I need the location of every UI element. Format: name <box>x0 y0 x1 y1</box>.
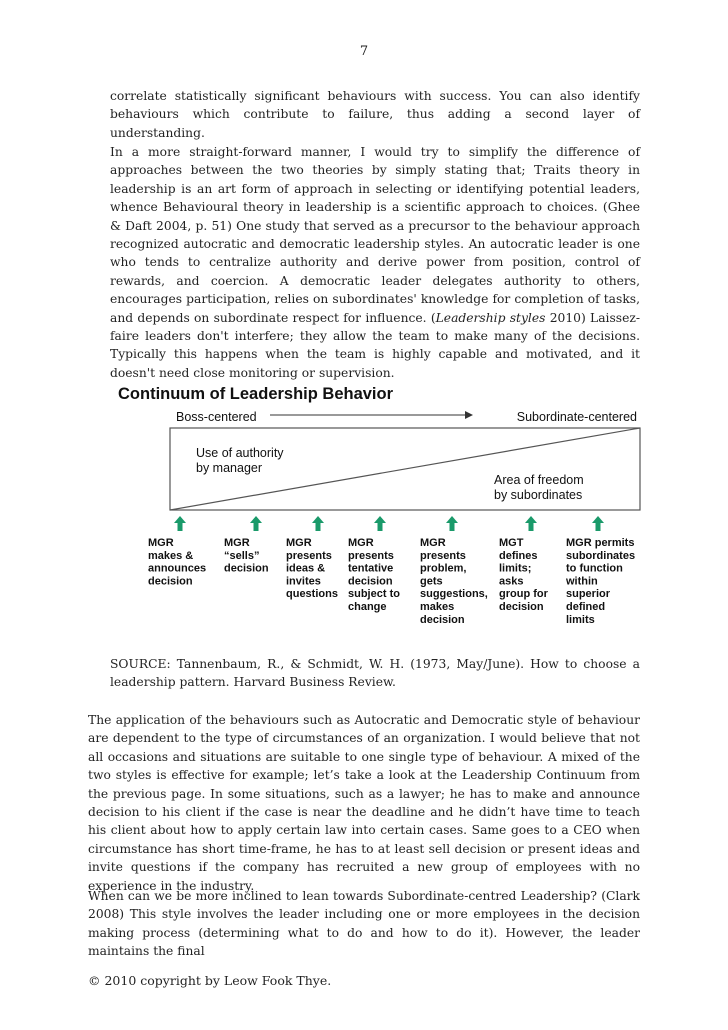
step-label-line: defined <box>566 601 606 613</box>
step-label-line: MGR <box>224 537 250 549</box>
step-label-line: subject to <box>348 588 400 601</box>
paragraph-theories-text-a: In a more straight-forward manner, I would try to simplify the difference of approaches between the two theories by simply stating that; Traits theory in leadership is an art form of approach in selecting or identifying potential leaders, whence Behavioural theory in leadership is a scientific approach to choices. (Ghee & Daft 2004, p. 51) One study that served as a precursor to the behaviour approach recognized autocratic and democratic leadership styles. An autocratic leader is one who tends to centralize authority and derive power from position, control of rewards, and coercion. A democratic leader delegates authority to others, encourages participation, relies on subordinates' knowledge for completion of tasks, and depends on subordinate respect for influence. ( <box>110 145 640 325</box>
step-label-line: superior <box>566 588 611 601</box>
step-label-line: limits <box>566 613 595 626</box>
paragraph-application: The application of the behaviours such as Autocratic and Democratic style of behaviour are dependent to the type of circumstances of an organization. I would believe that not all occasions and situations are suitable to one single type of behaviour. A mixed of the two styles is effective for example; let’s take a look at the Leadership Continuum from the previous page. In some situations, such as a lawyer; he has to make and announce decision to his client if the case is near the deadline and he didn’t have time to teach his client about how to apply certain law into certain cases. Same goes to a CEO when circumstance has short time-frame, he has to at least sell decision or present ideas and invite questions if the company has recruited a new group of employees with no experience in the industry. <box>88 713 640 893</box>
subordinate-centered-label: Subordinate-centered <box>516 410 637 424</box>
paragraph-continuation: correlate statistically significant behaviours with success. You can also identify behaviours which contribute to failure, thus adding a second layer of understanding. <box>110 89 640 140</box>
step-arrow-icon <box>525 516 537 531</box>
step-label-line: change <box>348 601 387 613</box>
step-label-line: decision <box>420 613 465 626</box>
step-label-line: MGR <box>348 537 374 549</box>
step-arrow-icon <box>592 516 604 531</box>
step-label-line: subordinates <box>566 549 636 562</box>
authority-label-line2: by manager <box>196 461 263 475</box>
step-label-line: ideas & <box>286 562 326 575</box>
boss-centered-label: Boss-centered <box>176 410 257 424</box>
freedom-label-line1: Area of freedom <box>494 473 584 487</box>
behavior-steps <box>148 516 635 626</box>
paragraph-theories <box>110 143 640 382</box>
copyright-footer: © 2010 copyright by Leow Fook Thye. <box>88 973 332 988</box>
step-label-line: makes & <box>148 549 194 562</box>
step-label-line: to function <box>566 562 623 575</box>
step-label-line: gets <box>420 575 443 588</box>
step-label-line: group for <box>499 588 548 601</box>
step-label-line: defines <box>499 549 538 562</box>
step-label-line: MGT <box>499 537 524 549</box>
diagram-title: Continuum of Leadership Behavior <box>118 385 394 403</box>
step-label-line: invites <box>286 575 321 588</box>
step-label-line: decision <box>499 601 544 613</box>
step-label-line: decision <box>224 562 269 575</box>
step-label-line: asks <box>499 575 524 588</box>
freedom-label-line2: by subordinates <box>494 488 583 502</box>
step-label-line: within <box>566 575 598 588</box>
step-label-line: MGR <box>148 537 174 549</box>
step-label-line: MGR permits <box>566 537 635 549</box>
step-label-line: tentative <box>348 562 394 575</box>
paragraph-subordinate: When can we be more inclined to lean towards Subordinate-centred Leadership? (Clark 2008) This style involves the leader including one or more employees in the decision making process (determining what to do and how to do it). However, the leader maintains the final <box>88 889 640 959</box>
step-label-line: limits; <box>499 562 532 575</box>
step-label-line: “sells” <box>224 549 260 562</box>
step-label-line: presents <box>286 549 332 562</box>
step-arrow-icon <box>174 516 186 531</box>
authority-label-line1: Use of authority <box>196 446 284 460</box>
step-label-line: presents <box>420 549 466 562</box>
paragraph-theories-text-b: 2010) Laissez-faire leaders don't interfere; they allow the team to make many of the decisions. Typically this happens when the team is highly capable and motivated, and it doesn't need close monitoring or supervision. <box>110 310 641 380</box>
step-arrow-icon <box>374 516 386 531</box>
step-label-line: announces <box>148 562 207 575</box>
step-label-line: MGR <box>420 537 446 549</box>
step-label-line: problem, <box>420 562 467 575</box>
leadership-continuum-diagram <box>110 375 650 640</box>
step-label-line: decision <box>148 575 193 588</box>
citation-italic: Leadership styles <box>435 310 546 325</box>
step-label-line: presents <box>348 549 394 562</box>
source-citation: SOURCE: Tannenbaum, R., & Schmidt, W. H. (1973, May/June). How to choose a leadership pattern. Harvard Business Review. <box>110 657 640 690</box>
step-label-line: questions <box>286 588 338 601</box>
step-label-line: decision <box>348 575 393 588</box>
page-number: 7 <box>359 44 369 59</box>
step-label-line: suggestions, <box>420 588 488 601</box>
step-label-line: makes <box>420 601 455 613</box>
step-label-line: MGR <box>286 537 312 549</box>
step-arrow-icon <box>312 516 324 531</box>
step-arrow-icon <box>250 516 262 531</box>
step-arrow-icon <box>446 516 458 531</box>
